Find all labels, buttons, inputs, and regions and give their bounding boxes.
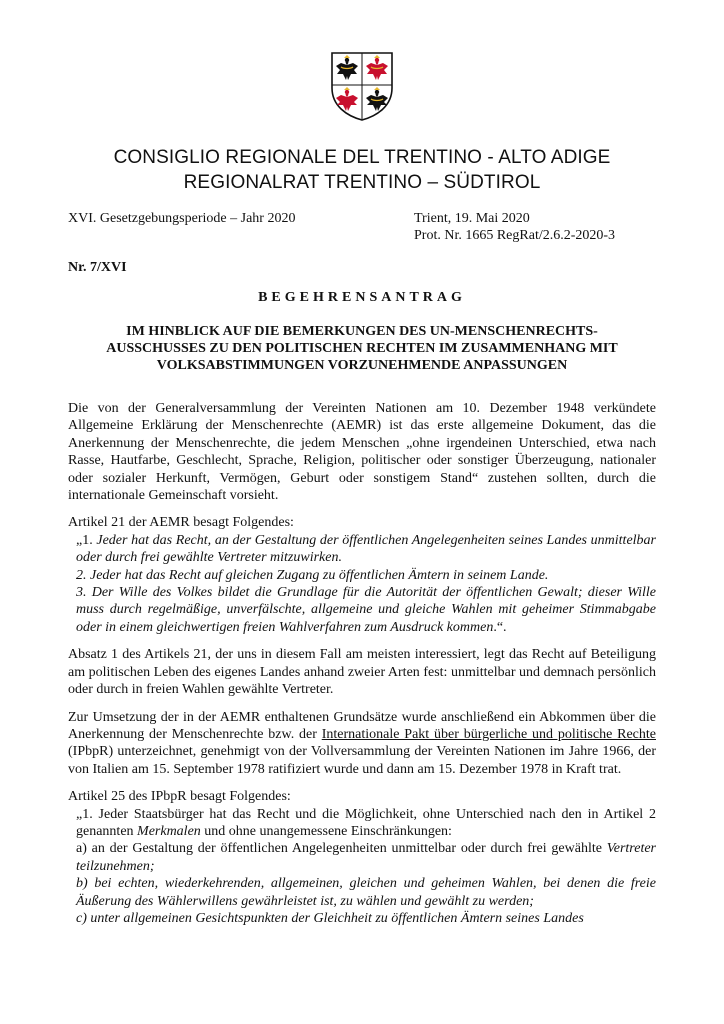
- council-name-german: REGIONALRAT TRENTINO – SÜDTIROL: [183, 172, 541, 193]
- article-25-clause-1: „1. Jeder Staatsbürger hat das Recht und die Möglichkeit, ohne Unterschied nach den in Artikel 2 genannten Merkmalen und ohne unangemessene Einschränkungen:: [76, 806, 656, 839]
- document-number: Nr. 7/XVI: [68, 260, 127, 275]
- document-title: BEGEHRENSANTRAG: [258, 290, 466, 305]
- date-and-protocol: [414, 210, 615, 244]
- regional-coat-of-arms-icon: [329, 50, 395, 122]
- legislative-period: XVI. Gesetzgebungsperiode – Jahr 2020: [68, 211, 296, 226]
- article-25-quote: [76, 806, 656, 928]
- ipbpr-link[interactable]: Internationale Pakt über bürgerliche und politische Rechte: [321, 726, 656, 742]
- protocol-number: Prot. Nr. 1665 RegRat/2.6.2-2020-3: [414, 228, 616, 243]
- paragraph-ipbpr: Zur Umsetzung der in der AEMR enthaltenen Grundsätze wurde anschließend ein Abkommen über die Anerkennung der Menschenrechte bzw. der Internationale Pakt über bürgerliche und politische Rechte (IPbpR) unterzeichnet, genehmigt von der Vollversammlung der Vereinten Nationen im Jahre 1966, der von Italien am 15. September 1978 ratifiziert wurde und dann am 15. Dezember 1978 in Kraft trat.: [68, 709, 656, 777]
- article-21-clause-3: 3. Der Wille des Volkes bildet die Grundlage für die Autorität der öffentlichen Gewalt; dieser Wille muss durch regelmäßige, unverfälschte, allgemeine und gleiche Wahlen mit geheimer Stimmabgabe oder in einem gleichwertigen freien Wahlverfahren zum Ausdruck kommen.“.: [76, 585, 656, 635]
- document-date: Trient, 19. Mai 2020: [414, 211, 530, 226]
- paragraph-aemr-intro: Die von der Generalversammlung der Vereinten Nationen am 10. Dezember 1948 verkündete Allgemeine Erklärung der Menschenrechte (AEMR) ist das erste allgemeine Dokument, das die Anerkennung der Menschenrechte, die jedem Menschen „ohne irgendeinen Unterschied, etwa nach Rasse, Hautfarbe, Geschlecht, Sprache, Religion, politischer oder sonstiger Überzeugung, nationaler oder sozialer Herkunft, Vermögen, Geburt oder sonstigem Stand“ zustehen sollten, durch die internationale Gemeinschaft vorsieht.: [68, 401, 656, 504]
- article-21-intro: Artikel 21 der AEMR besagt Folgendes:: [68, 515, 294, 531]
- article-21-clause-1: „1. Jeder hat das Recht, an der Gestaltung der öffentlichen Angelegenheiten seines Landes unmittelbar oder durch frei gewählte Vertreter mitzuwirken.: [76, 532, 656, 566]
- article-21-quote: [76, 532, 656, 636]
- paragraph-article-21-analysis: Absatz 1 des Artikels 21, der uns in diesem Fall am meisten interessiert, legt das Recht auf Beteiligung am politischen Leben des eigenes Landes anhand zweier Arten fest: unmittelbar und demnach persönlich oder durch in freien Wahlen gewählte Vertreter.: [68, 647, 656, 698]
- document-subject: IM HINBLICK AUF DIE BEMERKUNGEN DES UN-MENSCHENRECHTS-AUSSCHUSSES ZU DEN POLITISCHEN RECHTEN IM ZUSAMMENHANG MIT VOLKSABSTIMMUNGEN VORZUNEHMENDE ANPASSUNGEN: [106, 324, 618, 373]
- article-25-clause-c: c) unter allgemeinen Gesichtspunkten der Gleichheit zu öffentlichen Ämtern seines Landes: [76, 910, 584, 926]
- article-25-intro: Artikel 25 des IPbpR besagt Folgendes:: [68, 789, 291, 805]
- article-25-clause-b: b) bei echten, wiederkehrenden, allgemeinen, gleichen und geheimen Wahlen, bei denen die freie Äußerung des Wählerwillens gewährleistet ist, zu wählen und gewählt zu werden;: [76, 876, 656, 909]
- article-25-clause-a: a) an der Gestaltung der öffentlichen Angelegenheiten unmittelbar oder durch frei gewählte Vertreter teilzunehmen;: [76, 841, 656, 874]
- article-21-clause-2: 2. Jeder hat das Recht auf gleichen Zugang zu öffentlichen Ämtern in seinem Lande.: [76, 567, 549, 583]
- council-name-italian: CONSIGLIO REGIONALE DEL TRENTINO - ALTO ADIGE: [113, 147, 611, 168]
- document-body: [68, 400, 656, 937]
